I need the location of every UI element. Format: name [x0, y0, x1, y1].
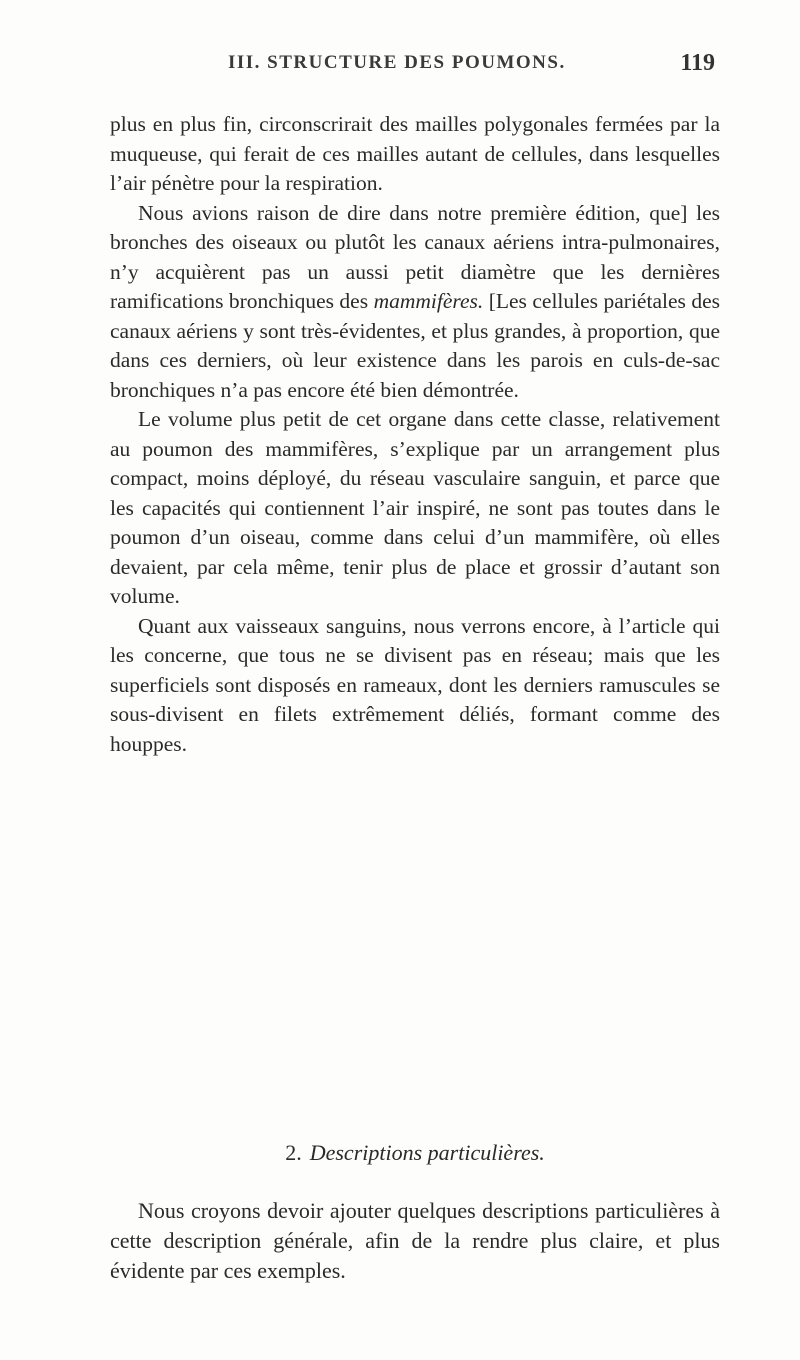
paragraph-continuation: plus en plus fin, circonscrirait des mailles polygonales fermées par la muqueuse, qui ferait de ces mailles autant de cellules, dans lesquelles l’air pénètre pour la respiration.	[110, 112, 720, 195]
section-title: Descriptions particulières.	[309, 1140, 545, 1165]
paragraph-descriptions: Nous croyons devoir ajouter quelques descriptions particulières à cette description générale, afin de la rendre plus claire, et plus évidente par ces exemples.	[110, 1198, 720, 1283]
body-text	[110, 110, 720, 759]
running-title: III. STRUCTURE DES POUMONS.	[228, 52, 566, 73]
paragraph-bronches: Nous avions raison de dire dans notre première édition, que] les bronches des oiseaux ou plutôt les canaux aériens intra-pulmonaires, n’y acquièrent pas un aussi petit diamètre que les dernières ramifications bronchiques des mammifères. [Les cellules pariétales des canaux aériens y sont très-évidentes, et plus grandes, à proportion, que dans ces derniers, où leur existence dans les parois en culs-de-sac bronchiques n’a pas encore été bien démontrée.	[110, 200, 720, 402]
closing-text	[110, 1196, 720, 1286]
running-head	[110, 50, 715, 84]
paragraph-volume: Le volume plus petit de cet organe dans cette classe, relativement au poumon des mammifères, s’explique par un arrangement plus compact, moins déployé, du réseau vasculaire sanguin, et parce que les capacités qui contiennent l’air inspiré, ne sont pas toutes dans le poumon d’un oiseau, comme dans celui d’un mammifère, où elles devaient, par cela même, tenir plus de place et grossir d’autant son volume.	[110, 407, 720, 608]
paragraph-vaisseaux: Quant aux vaisseaux sanguins, nous verrons encore, à l’article qui les concerne, que tous ne se divisent pas en réseau; mais que les superficiels sont disposés en rameaux, dont les derniers ramuscules se sous-divisent en filets extrêmement déliés, formant comme des houppes.	[110, 613, 720, 756]
section-number: 2.	[285, 1140, 302, 1165]
page-number: 119	[680, 50, 715, 76]
section-heading	[110, 1140, 720, 1166]
emphasis-mammiferes: mammifères.	[373, 289, 484, 313]
